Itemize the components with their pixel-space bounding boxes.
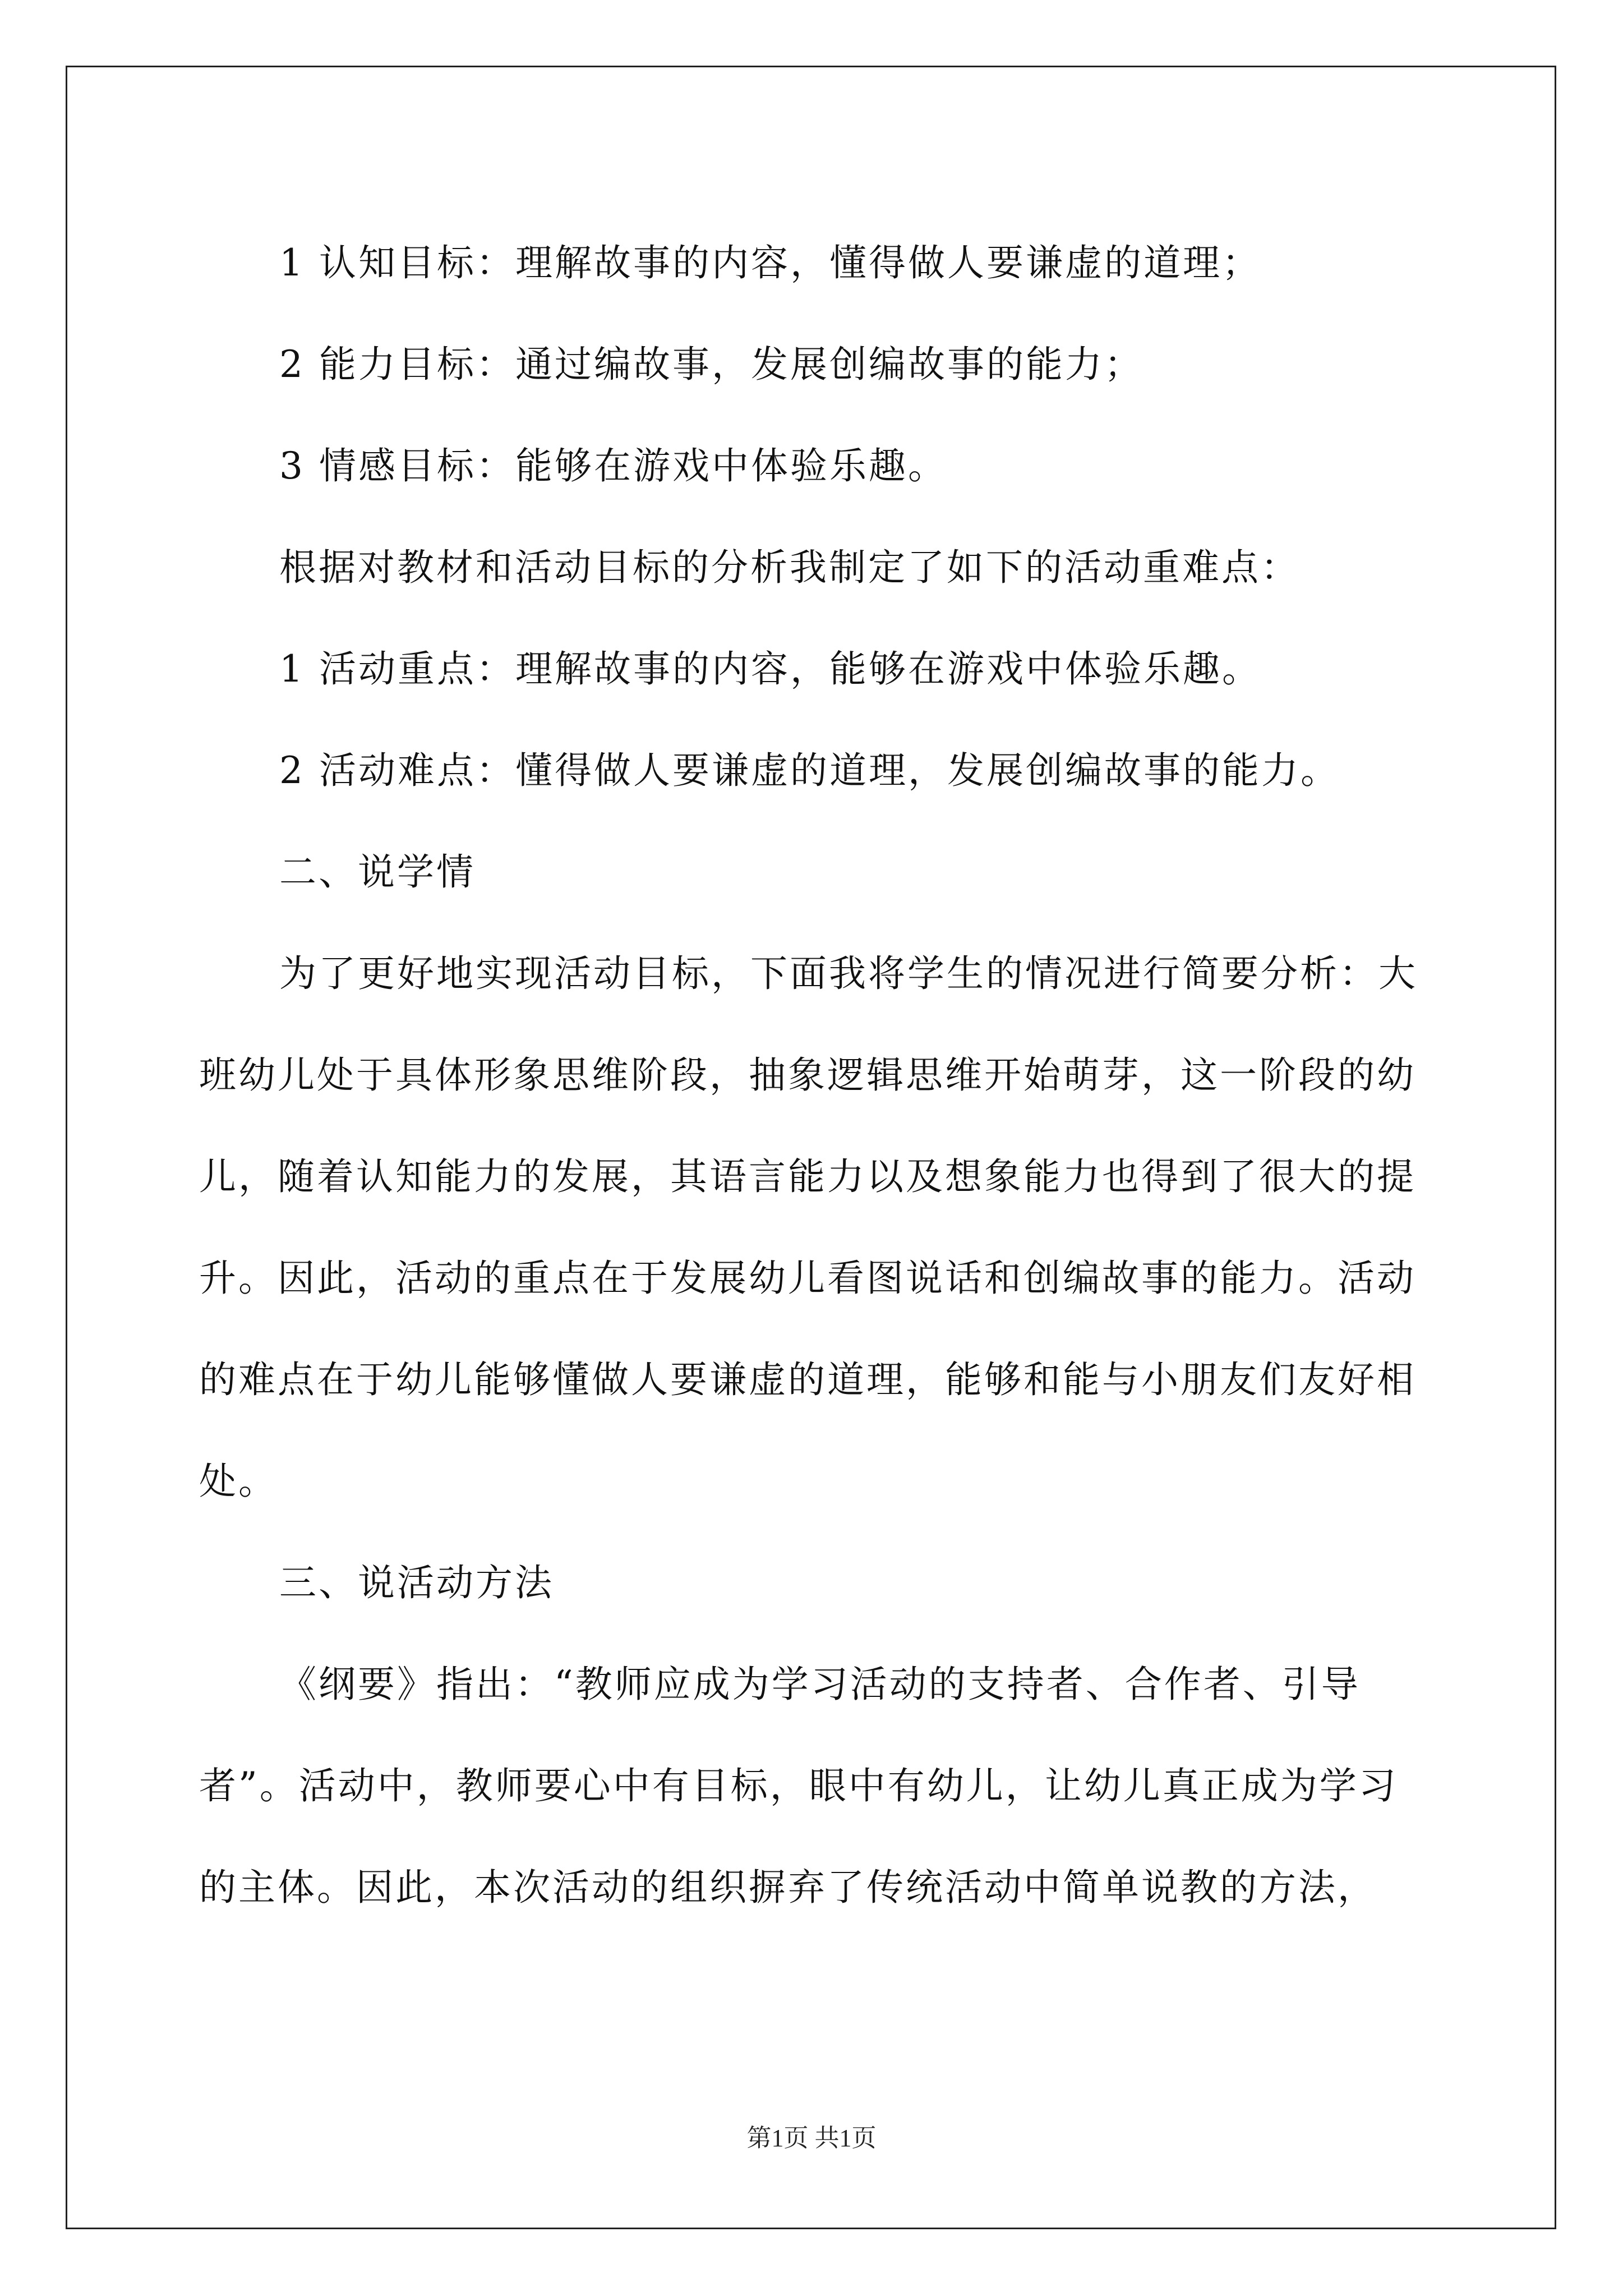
paragraph-key-points-intro: 根据对教材和活动目标的分析我制定了如下的活动重难点： bbox=[279, 546, 1300, 589]
document-body bbox=[199, 212, 1433, 1938]
paragraph-learning-situation: 为了更好地实现活动目标，下面我将学生的情况进行简要分析：大班幼儿处于具体形象思维阶段，抽象逻辑思维开始萌芽，这一阶段的幼儿，随着认知能力的发展，其语言能力以及想象能力也得到了很大的提升。因此，活动的重点在于发展幼儿看图说话和创编故事的能力。活动的难点在于幼儿能够懂做人要谦虚的道理，能够和能与小朋友们友好相处。 bbox=[199, 952, 1418, 1503]
section-heading-learning-situation: 二、说学情 bbox=[279, 850, 476, 894]
page-footer: 第1页 共1页 bbox=[746, 2124, 877, 2152]
section-heading-activity-method: 三、说活动方法 bbox=[279, 1561, 554, 1604]
paragraph-key-point: 1 活动重点：理解故事的内容，能够在游戏中体验乐趣。 bbox=[279, 647, 1261, 691]
paragraph-emotion-goal: 3 情感目标：能够在游戏中体验乐趣。 bbox=[279, 444, 947, 487]
paragraph-ability-goal: 2 能力目标：通过编故事，发展创编故事的能力； bbox=[279, 343, 1144, 386]
paragraph-activity-method: 《纲要》指出：“教师应成为学习活动的支持者、合作者、引导者”。活动中，教师要心中有目标，眼中有幼儿，让幼儿真正成为学习的主体。因此，本次活动的组织摒弃了传统活动中简单说教的方法， bbox=[199, 1663, 1398, 1909]
paragraph-cognitive-goal: 1 认知目标：理解故事的内容，懂得做人要谦虚的道理； bbox=[279, 241, 1261, 284]
paragraph-difficult-point: 2 活动难点：懂得做人要谦虚的道理，发展创编故事的能力。 bbox=[279, 749, 1340, 792]
